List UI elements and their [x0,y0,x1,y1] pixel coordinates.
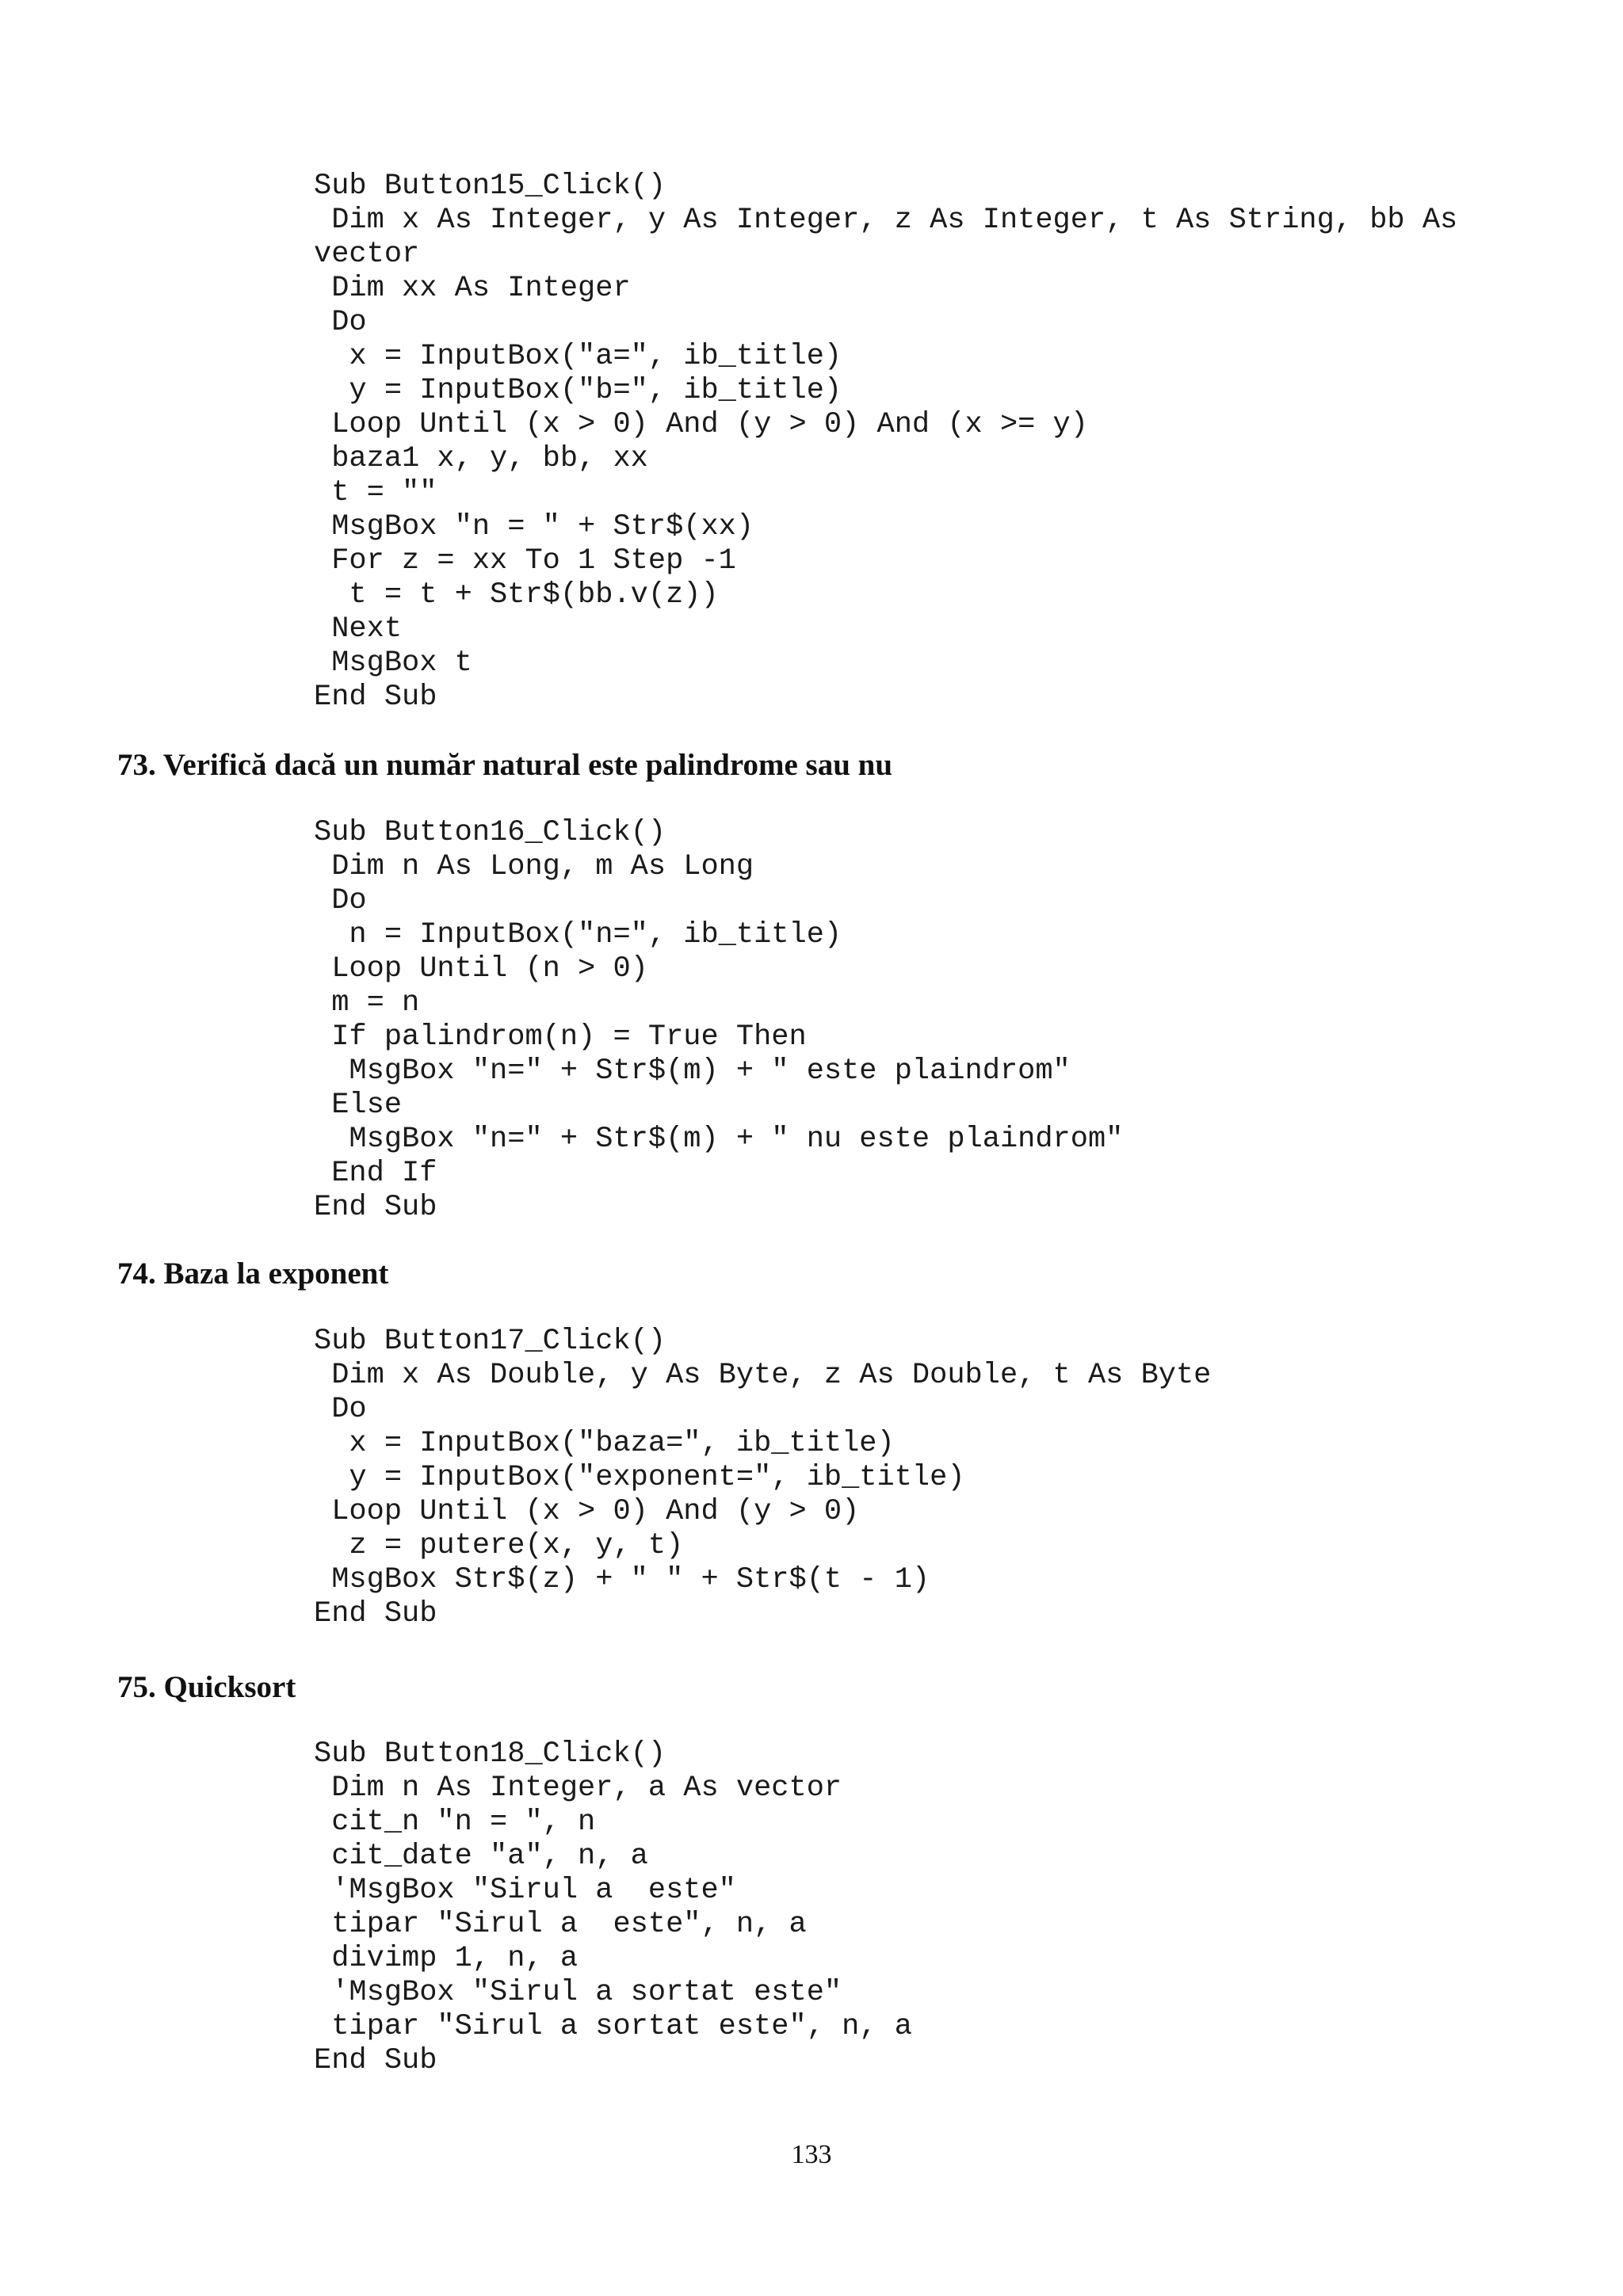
code-line: MsgBox Str$(z) + " " + Str$(t - 1) [314,1563,930,1596]
code-line: End Sub [314,2044,437,2077]
code-line: Dim n As Long, m As Long [314,850,754,883]
code-line: If palindrom(n) = True Then [314,1020,807,1054]
code-block-button18 [314,1737,912,2078]
code-line: y = InputBox("exponent=", ib_title) [314,1461,965,1494]
code-block-button16 [314,816,1123,1225]
code-line: Dim xx As Integer [314,272,631,305]
code-line: baza1 x, y, bb, xx [314,442,648,475]
code-line: MsgBox "n=" + Str$(m) + " nu este plaindrom" [314,1123,1124,1156]
code-line: MsgBox "n = " + Str$(xx) [314,510,754,543]
code-line: End Sub [314,1597,437,1630]
section-heading-75: 75. Quicksort [117,1670,296,1704]
code-line: Sub Button15_Click() [314,170,666,203]
code-line: Next [314,612,403,646]
code-line: cit_date "a", n, a [314,1840,648,1873]
code-block-button15 [314,170,1457,715]
section-heading-73: 73. Verifică dacă un număr natural este palindrome sau nu [117,748,893,782]
code-line: Loop Until (x > 0) And (y > 0) And (x >= y) [314,408,1088,441]
code-line: 'MsgBox "Sirul a sortat este" [314,1976,842,2009]
code-line: tipar "Sirul a sortat este", n, a [314,2010,912,2043]
code-line: MsgBox "n=" + Str$(m) + " este plaindrom" [314,1055,1071,1088]
code-line: Sub Button16_Click() [314,816,666,849]
code-line: Dim x As Integer, y As Integer, z As Integer, t As String, bb As [314,204,1458,237]
code-line: Do [314,884,367,917]
code-block-button17 [314,1325,1211,1631]
code-line: m = n [314,986,420,1020]
code-line: n = InputBox("n=", ib_title) [314,918,842,952]
code-line: t = "" [314,476,437,509]
code-line: Sub Button18_Click() [314,1737,666,1771]
code-line: MsgBox t [314,646,472,680]
code-line: Dim x As Double, y As Byte, z As Double, t As Byte [314,1359,1212,1392]
page-number: 133 [791,2140,832,2169]
code-line: Loop Until (x > 0) And (y > 0) [314,1495,860,1528]
code-line: Sub Button17_Click() [314,1325,666,1358]
code-line: cit_n "n = ", n [314,1806,596,1839]
code-line: End Sub [314,681,437,714]
code-line: Do [314,1393,367,1426]
code-line: t = t + Str$(bb.v(z)) [314,578,719,612]
code-line: Do [314,306,367,339]
code-line: tipar "Sirul a este", n, a [314,1908,807,1941]
code-line: Else [314,1089,403,1122]
code-line: 'MsgBox "Sirul a este" [314,1874,736,1907]
code-line: End If [314,1157,437,1190]
code-line: y = InputBox("b=", ib_title) [314,374,842,407]
code-line: z = putere(x, y, t) [314,1529,684,1562]
section-heading-74: 74. Baza la exponent [117,1257,389,1291]
code-line: divimp 1, n, a [314,1942,579,1975]
code-line: x = InputBox("baza=", ib_title) [314,1427,895,1460]
code-line: Loop Until (n > 0) [314,952,648,986]
code-line: Dim n As Integer, a As vector [314,1772,842,1805]
code-line: x = InputBox("a=", ib_title) [314,340,842,373]
code-line: vector [314,238,420,271]
code-line: For z = xx To 1 Step -1 [314,544,736,578]
code-line: End Sub [314,1191,437,1224]
